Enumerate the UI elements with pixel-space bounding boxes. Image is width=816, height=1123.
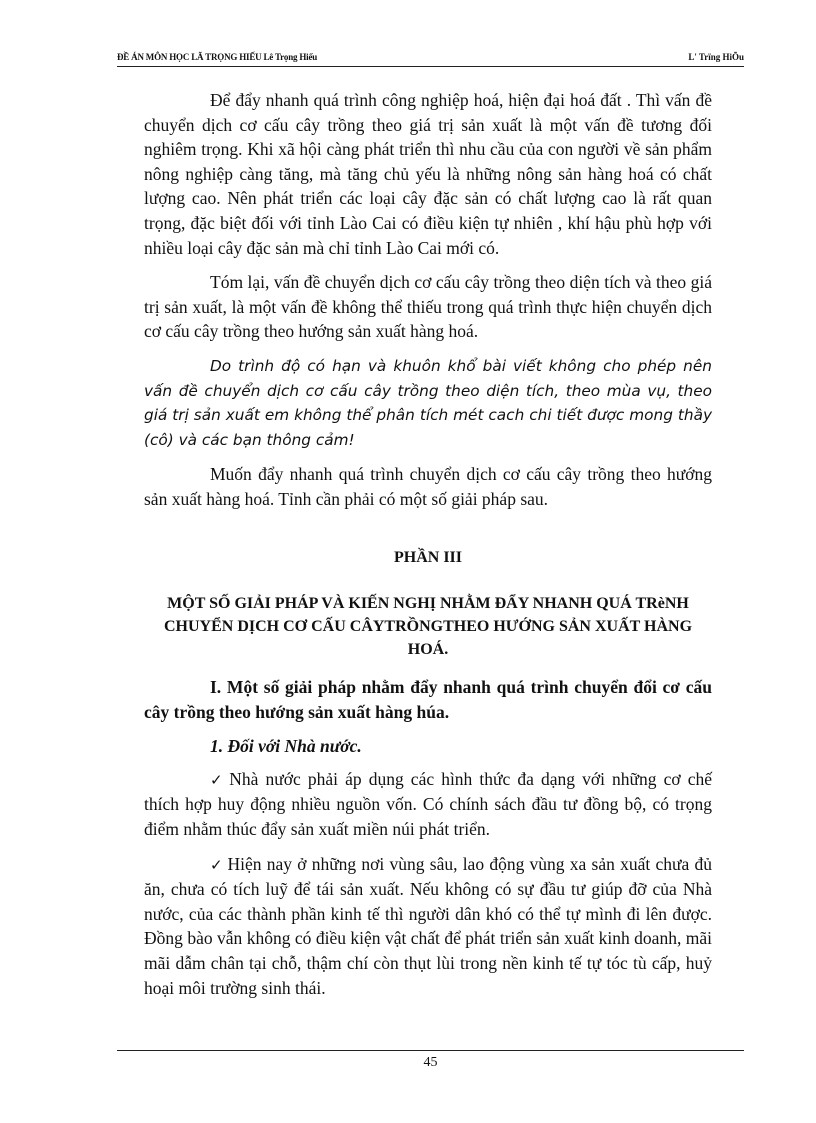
paragraph-1: Để đẩy nhanh quá trình công nghiệp hoá, hiện đại hoá đất . Thì vấn đề chuyển dịch cơ cấu cây trồng theo giá trị sản xuất là một vấn đề tương đối nghiêm trọng. Khi xã hội càng phát triển thì nhu cầu của con người về sản phẩm nông nghiệp càng tăng, mà tăng chủ yếu là những nông sản hàng hoá có chất lượng cao. Nên phát triển các loại cây đặc sản có chất lượng cao là rất quan trọng, đặc biệt đối với tỉnh Lào Cai có điều kiện tự nhiên , khí hậu phù hợp với nhiều loại cây đặc sản mà chỉ tỉnh Lào Cai mới có. [144,90,712,258]
paragraph-2: Tóm lại, vấn đề chuyển dịch cơ cấu cây trồng theo diện tích và theo giá trị sản xuất, là một vấn đề không thể thiếu trong quá trình thực hiện chuyển dịch cơ cấu cây trồng theo hướng sản xuất hàng hoá. [144,272,712,342]
section-heading: I. Một số giải pháp nhằm đẩy nhanh quá trình chuyển đổi cơ cấu cây trồng theo hướng sản xuất hàng húa. [144,677,712,722]
bullet-text-2: Hiện nay ở những nơi vùng sâu, lao động vùng xa sản xuất chưa đủ ăn, chưa có tích luỹ để tái sản xuất. Nếu không có sự đầu tư giúp đỡ của Nhà nước, của các thành phần kinh tế thì người dân khó có thể tự mình đi lên được. Đồng bào vẫn không có điều kiện vật chất để phát triển sản xuất kinh doanh, mãi mãi dẫm chân tại chỗ, thậm chí còn thụt lùi trong nền kinh tế tự tóc tù cấp, huỷ hoại môi trường sinh thái. [144,853,712,998]
checkmark-icon: ✓ [210,855,224,874]
bullet-item-1 [144,767,712,842]
header-right-text: L' Trïng HiÕu [688,52,744,62]
page-body [144,88,712,1010]
bullet-item-2 [144,852,712,1001]
paragraph-note: Do trình độ có hạn và khuôn khổ bài viết không cho phép nên vấn đề chuyển dịch cơ cấu cây trồng theo diện tích, theo mùa vụ, theo giá trị sản xuất em không thể phân tích mét cach chi tiết được mong thầy (cô) và các bạn thông cảm! [144,356,712,449]
header-left-text: ĐỀ ÁN MÔN HỌC LÃ TRỌNG HIẾU Lê Trọng Hiếu [117,52,318,62]
bullet-text-1: Nhà nước phải áp dụng các hình thức đa dạng với những cơ chế thích hợp huy động nhiều nguồn vốn. Có chính sách đầu tư đồng bộ, có trọng điểm nhằm thúc đẩy sản xuất miền núi phát triển. [144,768,713,840]
subsection-heading: 1. Đối với Nhà nước. [210,736,362,757]
page-header [117,50,744,67]
paragraph-4: Muốn đẩy nhanh quá trình chuyển dịch cơ cấu cây trồng theo hướng sản xuất hàng hoá. Tỉnh cần phải có một số giải pháp sau. [144,464,712,509]
page-footer [117,1050,744,1071]
part-heading: MỘT SỐ GIẢI PHÁP VÀ KIẾN NGHỊ NHẰM ĐẨY NHANH QUÁ TRèNH CHUYỂN DỊCH CƠ CẤU CÂYTRỒNGTHEO HƯỚNG SẢN XUẤT HÀNG HOÁ. [163,595,693,659]
checkmark-icon: ✓ [210,770,226,789]
page-number: 45 [423,1055,438,1070]
part-title: PHẦN III [393,548,462,566]
